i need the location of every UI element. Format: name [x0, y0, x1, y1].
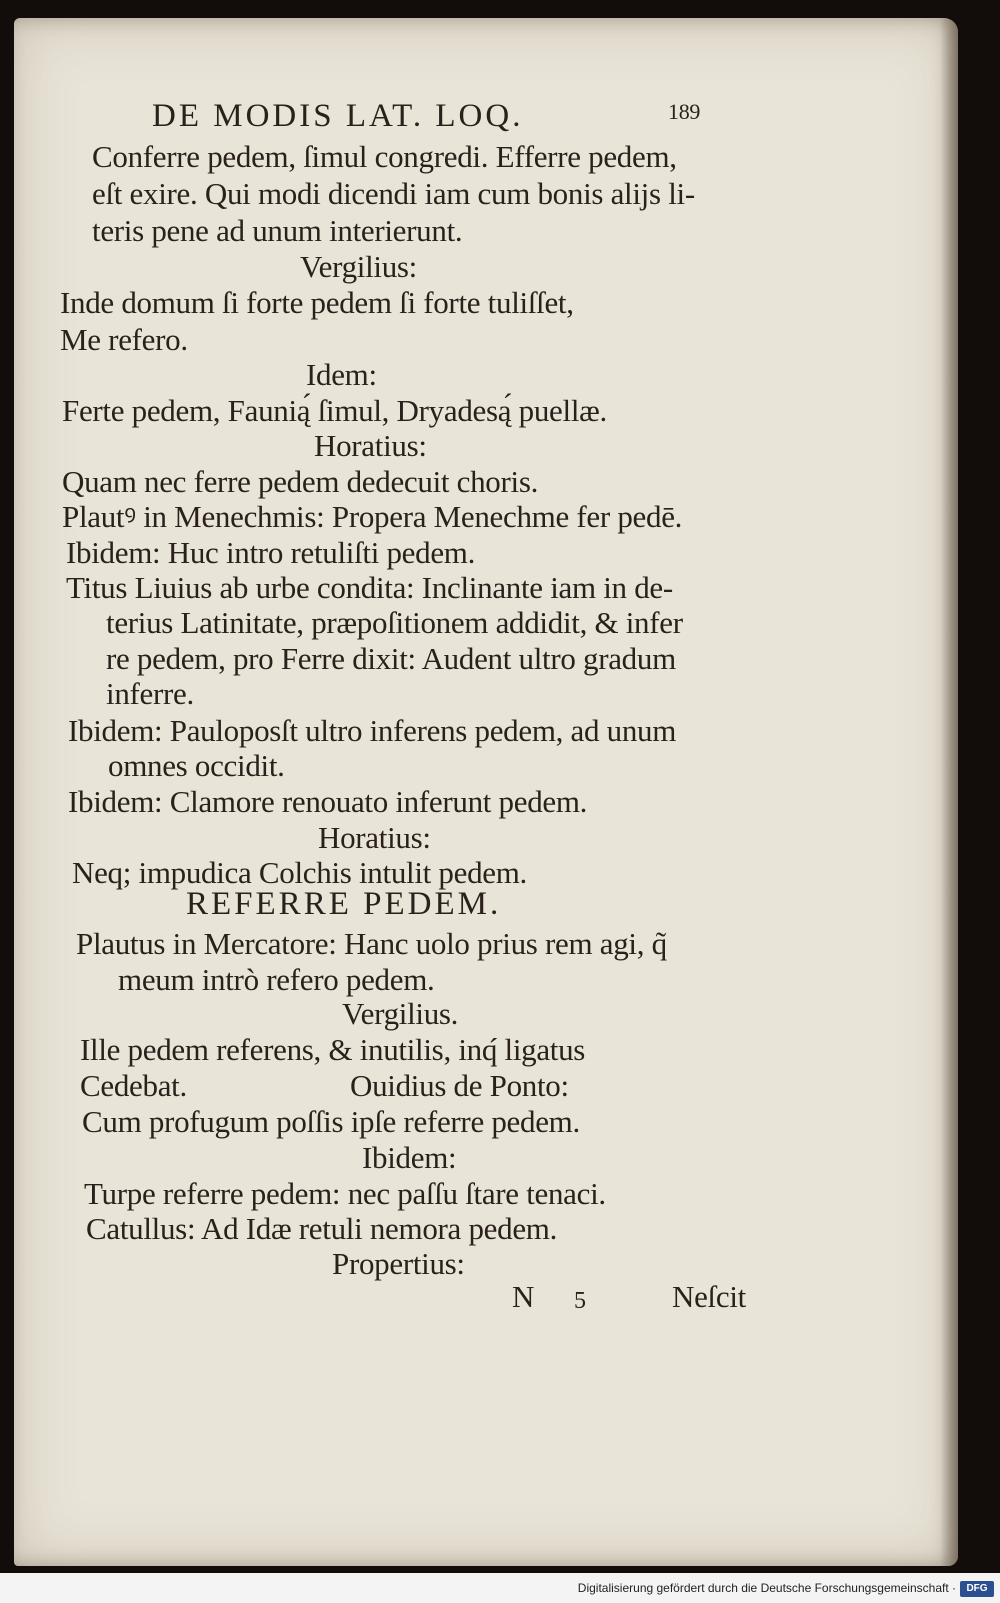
author-heading: Horatius: [314, 428, 427, 463]
footer-credit: Digitalisierung gefördert durch die Deutsche Forschungsgemeinschaft · [577, 1581, 956, 1595]
signature-mark: N [512, 1279, 535, 1314]
dfg-logo: DFG [960, 1581, 994, 1597]
running-title: DE MODIS LAT. LOQ. [152, 98, 524, 134]
text-line: Conferre pedem, ſimul congredi. Efferre pedem, [92, 139, 677, 174]
text-line: Ibidem: Clamore renouato inferunt pedem. [68, 784, 588, 819]
text-line: Quam nec ferre pedem dedecuit choris. [62, 464, 539, 499]
text-line: terius Latinitate, præpoſitionem addidit, & infer [106, 605, 683, 640]
text-line: Catullus: Ad Idæ retuli nemora pedem. [86, 1211, 558, 1246]
text-line: Ibidem: Huc intro retuliſti pedem. [66, 535, 476, 570]
text-line: Ille pedem referens, & inutilis, inq́ ligatus [80, 1032, 586, 1067]
page-number: 189 [668, 99, 701, 124]
author-heading: Ouidius de Ponto: [350, 1068, 569, 1103]
signature-number: 5 [574, 1288, 586, 1314]
text-line: meum intrò refero pedem. [118, 962, 435, 997]
text-line: omnes occidit. [108, 748, 285, 783]
text-line: inferre. [106, 676, 194, 711]
footer-bar [0, 1573, 1000, 1603]
section-heading: REFERRE PEDEM. [186, 886, 502, 922]
text-line: re pedem, pro Ferre dixit: Audent ultro gradum [106, 641, 676, 676]
text-line: Ferte pedem, Faunią́ ſimul, Dryadesą́ puellæ. [62, 393, 607, 428]
text-line: Plautus in Mercatore: Hanc uolo prius rem agi, q̃ [76, 926, 667, 961]
text-line: eſt exire. Qui modi dicendi iam cum bonis alijs li- [92, 176, 695, 211]
text-line: Ibidem: Pauloposſt ultro inferens pedem, ad unum [68, 713, 677, 748]
author-heading: Vergilius: [300, 249, 417, 284]
text-line: Neq; impudica Colchis intulit pedem. [72, 855, 527, 890]
text-line: Cedebat. [80, 1068, 187, 1103]
text-line: Plautꝰ in Menechmis: Propera Menechme fer pedē. [62, 499, 683, 534]
text-line: Inde domum ſi forte pedem ſi forte tuliſſet, [60, 285, 574, 320]
author-heading: Propertius: [332, 1246, 465, 1281]
text-line: Me refero. [60, 322, 188, 357]
text-line: teris pene ad unum interierunt. [92, 213, 463, 248]
text-line: Titus Liuius ab urbe condita: Inclinante iam in de- [66, 570, 673, 605]
catchword: Neſcit [672, 1279, 746, 1314]
author-heading: Ibidem: [362, 1140, 457, 1175]
author-heading: Horatius: [318, 820, 431, 855]
author-heading: Idem: [306, 357, 377, 392]
text-line: Turpe referre pedem: nec paſſu ſtare tenaci. [84, 1176, 606, 1211]
author-heading: Vergilius. [342, 996, 459, 1031]
text-line: Cum profugum poſſis ipſe referre pedem. [82, 1104, 580, 1139]
